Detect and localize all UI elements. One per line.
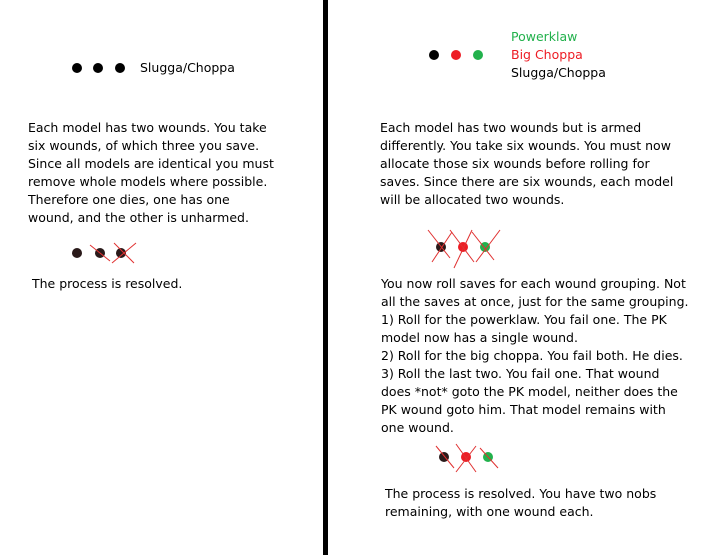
- right-resolved-text: The process is resolved. You have two nobs remaining, with one wound each.: [385, 486, 657, 519]
- result-marks: [432, 444, 502, 474]
- legend-dot-black: [429, 50, 439, 60]
- legend-big-choppa: Big Choppa: [511, 47, 583, 62]
- left-legend-label: Slugga/Choppa: [140, 60, 235, 75]
- right-explanation: Each model has two wounds but is armed differently. You take six wounds. You must now allocate those six wounds before rolling for saves. Since there are six wounds, each model will be allocated two wounds.: [380, 120, 674, 207]
- wound-cross-mark: [90, 245, 110, 261]
- slugga-model-dot: [72, 63, 82, 73]
- model-dot-unharmed: [72, 248, 82, 258]
- left-explanation: Each model has two wounds. You take six wounds, of which three you save. Since all models are identical you must remove whole models where possible. Therefore one dies, one has one wound, and the other is unharmed.: [28, 120, 274, 225]
- panel-divider: [323, 0, 328, 555]
- legend-dot-red: [451, 50, 461, 60]
- right-saves-explanation: You now roll saves for each wound grouping. Not all the saves at once, just for the same grouping. 1) Roll for the powerklaw. You fail one. The PK model now has a single wound. 2) Roll for the big choppa. You fail both. He dies. 3) Roll the last two. You fail one. That wound does *not* goto the PK model, neither does the PK wound goto him. That model remains with one wound.: [381, 276, 689, 435]
- allocation-marks: [424, 228, 504, 268]
- legend-dot-green: [473, 50, 483, 60]
- legend-powerklaw: Powerklaw: [511, 29, 578, 44]
- slugga-model-dot: [93, 63, 103, 73]
- wound-cross-mark: [112, 243, 136, 263]
- left-resolved-text: The process is resolved.: [32, 276, 183, 291]
- legend-slugga-choppa: Slugga/Choppa: [511, 65, 606, 80]
- slugga-model-dot: [115, 63, 125, 73]
